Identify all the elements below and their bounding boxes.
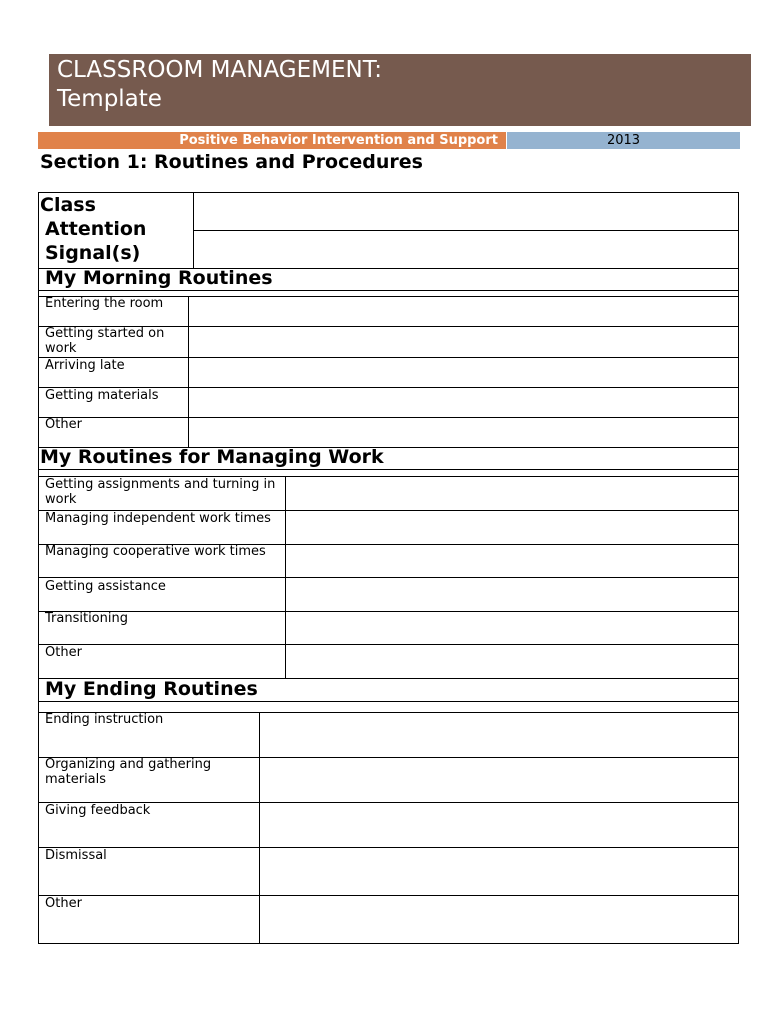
morning-row-label: Arriving late bbox=[45, 358, 125, 373]
attention-label: Class Attention Signal(s) bbox=[40, 194, 147, 264]
document-title-banner bbox=[49, 54, 751, 126]
section-title: Section 1: Routines and Procedures bbox=[40, 151, 423, 173]
morning-row-label: Entering the room bbox=[45, 296, 164, 311]
ending-response-field[interactable] bbox=[260, 896, 738, 943]
morning-row-label: Getting started on work bbox=[45, 326, 165, 356]
ending-row-label: Other bbox=[45, 896, 82, 911]
managing-row-label: Managing cooperative work times bbox=[45, 544, 266, 559]
ending-row-label: Organizing and gathering materials bbox=[45, 757, 212, 787]
managing-row-label: Transitioning bbox=[45, 611, 128, 626]
morning-response-field[interactable] bbox=[189, 327, 738, 357]
morning-heading: My Morning Routines bbox=[45, 267, 273, 289]
managing-row-label: Getting assistance bbox=[45, 579, 166, 594]
managing-response-field[interactable] bbox=[286, 645, 738, 678]
year-bar: 2013 bbox=[507, 132, 740, 149]
morning-response-field[interactable] bbox=[189, 388, 738, 417]
ending-row-label: Giving feedback bbox=[45, 803, 151, 818]
managing-response-field[interactable] bbox=[286, 477, 738, 510]
managing-row-label: Managing independent work times bbox=[45, 511, 271, 526]
title-line-2: Template bbox=[57, 86, 162, 112]
ending-row-label: Dismissal bbox=[45, 848, 107, 863]
ending-response-field[interactable] bbox=[260, 713, 738, 757]
title-line-1: CLASSROOM MANAGEMENT: bbox=[57, 57, 382, 83]
ending-row-label: Ending instruction bbox=[45, 712, 164, 727]
ending-response-field[interactable] bbox=[260, 803, 738, 847]
ending-response-field[interactable] bbox=[260, 758, 738, 802]
morning-row-label: Getting materials bbox=[45, 388, 159, 403]
ending-response-field[interactable] bbox=[260, 848, 738, 895]
managing-response-field[interactable] bbox=[286, 545, 738, 577]
managing-response-field[interactable] bbox=[286, 612, 738, 644]
morning-response-field[interactable] bbox=[189, 418, 738, 447]
attention-signal-field-2[interactable] bbox=[194, 231, 738, 268]
managing-response-field[interactable] bbox=[286, 511, 738, 544]
morning-row-label: Other bbox=[45, 417, 82, 432]
morning-response-field[interactable] bbox=[189, 297, 738, 326]
morning-response-field[interactable] bbox=[189, 358, 738, 387]
program-bar: Positive Behavior Intervention and Support bbox=[38, 132, 506, 149]
managing-heading: My Routines for Managing Work bbox=[40, 446, 384, 468]
managing-row-label: Other bbox=[45, 645, 82, 660]
attention-signal-field-1[interactable] bbox=[194, 193, 738, 230]
managing-row-label: Getting assignments and turning in work bbox=[45, 477, 276, 507]
managing-response-field[interactable] bbox=[286, 578, 738, 611]
ending-heading: My Ending Routines bbox=[45, 678, 258, 700]
